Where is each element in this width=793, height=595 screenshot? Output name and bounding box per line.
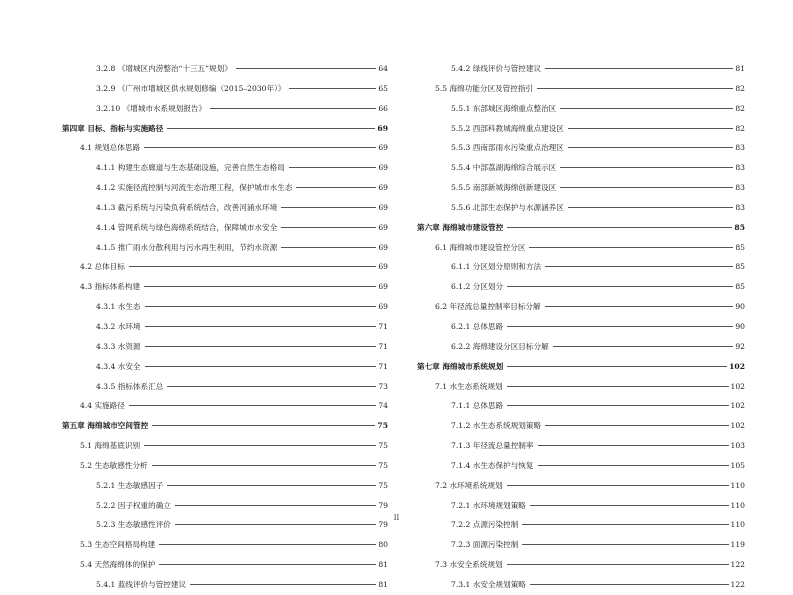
toc-leader-line [144,147,376,148]
toc-entry[interactable] [417,218,745,238]
toc-entry-title: 第七章 海绵城市系统规划 [417,361,504,371]
toc-entry-page: 79 [378,520,388,530]
toc-entry[interactable] [62,555,388,575]
toc-leader-line [560,108,733,109]
toc-leader-line [167,485,376,486]
toc-leader-line [507,564,729,565]
toc-entry-title: 4.1 规划总体思路 [80,143,141,153]
toc-entry-page: 81 [378,579,388,589]
toc-leader-line [129,266,376,267]
toc-leader-line [507,227,732,228]
toc-entry[interactable] [62,476,388,496]
toc-entry-title: 4.3.4 水安全 [96,361,141,371]
toc-entry-page: 81 [378,560,388,570]
toc-leader-line [530,505,729,506]
toc-entry[interactable] [417,198,745,218]
toc-leader-line [281,247,376,248]
toc-entry-title: 5.2.2 因子权重的确立 [96,500,171,510]
toc-entry-title: 7.2.3 面源污染控制 [451,540,519,550]
toc-entry[interactable] [417,456,745,476]
toc-entry-page: 69 [378,222,388,232]
toc-entry-page: 110 [730,480,745,490]
toc-entry[interactable] [417,575,745,595]
toc-leader-line [507,485,729,486]
toc-leader-line [145,366,377,367]
toc-entry-title: 4.2 总体目标 [80,262,125,272]
toc-entry[interactable] [62,416,388,436]
toc-entry-title: 6.1.1 分区划分原则和方法 [451,262,542,272]
toc-entry[interactable] [62,297,388,317]
toc-leader-line [289,88,376,89]
toc-entry[interactable] [62,79,388,99]
toc-entry-title: 4.1.3 截污系统与污染负荷系统结合，改善河涌水环境 [96,202,278,212]
toc-leader-line [129,405,376,406]
toc-entry-page: 119 [730,540,745,550]
toc-entry-page: 69 [378,282,388,292]
toc-entry[interactable] [417,297,745,317]
toc-leader-line [281,207,376,208]
toc-entry-title: 5.2 生态敏感性分析 [80,460,148,470]
toc-entry-title: 4.1.2 实施径流控制与河流生态治理工程，保护城市水生态 [96,183,293,193]
toc-entry[interactable] [62,575,388,595]
toc-entry[interactable] [62,119,388,139]
toc-entry[interactable] [62,277,388,297]
toc-entry-title: 4.4 实施路径 [80,401,125,411]
toc-entry-page: 85 [735,242,745,252]
toc-entry-page: 105 [730,460,745,470]
toc-entry[interactable] [417,99,745,119]
toc-entry[interactable] [62,59,388,79]
toc-entry[interactable] [417,337,745,357]
toc-entry[interactable] [417,476,745,496]
toc-entry-page: 110 [730,500,745,510]
toc-entry[interactable] [417,377,745,397]
toc-entry-title: 第四章 目标、指标与实施路径 [62,123,164,133]
toc-entry-page: 122 [730,579,745,589]
toc-entry-title: 5.5.2 西部科教城海绵重点建设区 [451,123,564,133]
toc-entry-title: 5.5 海绵功能分区及管控指引 [435,83,534,93]
toc-leader-line [175,505,376,506]
toc-entry[interactable] [417,257,745,277]
toc-entry-page: 75 [378,480,388,490]
toc-entry-page: 122 [730,560,745,570]
toc-leader-line [530,584,729,585]
toc-entry-title: 7.1.3 年径流总量控制率 [451,441,534,451]
toc-entry-title: 7.3.1 水安全规划策略 [451,579,526,589]
toc-leader-line [507,405,728,406]
toc-entry[interactable] [62,99,388,119]
toc-entry-title: 7.3 水安全系统规划 [435,560,503,570]
toc-leader-line [529,247,733,248]
toc-entry-title: 4.1.5 推广雨水分散利用与污水再生利用，节约水资源 [96,242,278,252]
toc-leader-line [538,445,729,446]
toc-entry-title: 5.5.1 东部城区海绵重点整治区 [451,103,557,113]
toc-entry[interactable] [62,238,388,258]
toc-entry-title: 4.3.5 指标体系汇总 [96,381,164,391]
toc-entry-page: 83 [735,143,745,153]
toc-leader-line [553,346,734,347]
toc-entry[interactable] [417,317,745,337]
toc-entry[interactable] [62,198,388,218]
toc-entry-title: 5.5.3 西南部雨水污染重点治理区 [451,143,564,153]
toc-entry-title: 7.1.4 水生态保护与恢复 [451,460,534,470]
toc-leader-line [522,524,728,525]
toc-entry-title: 5.5.4 中部荔湖海绵综合展示区 [451,163,557,173]
toc-entry-title: 3.2.8 《增城区内涝整治“十三五”规划》 [96,64,232,73]
toc-entry-title: 6.2 年径流总量控制率目标分解 [435,302,541,312]
toc-leader-line [560,187,733,188]
toc-entry-page: 82 [735,123,745,133]
toc-entry[interactable] [62,436,388,456]
toc-entry-page: 83 [735,163,745,173]
toc-leader-line [568,207,733,208]
toc-entry[interactable] [417,496,745,516]
toc-entry-title: 5.3 生态空间格局构建 [80,540,156,550]
toc-leader-line [545,266,733,267]
toc-entry[interactable] [417,357,745,377]
toc-entry[interactable] [417,555,745,575]
toc-entry-page: 90 [735,302,745,312]
toc-leader-line [210,108,376,109]
toc-entry-page: 71 [378,321,388,331]
toc-entry-title: 5.5.5 南部新城海绵创新建设区 [451,183,557,193]
toc-leader-line [560,167,733,168]
toc-leader-line [159,544,376,545]
toc-entry-page: 82 [735,103,745,113]
toc-entry-title: 7.1.2 水生态系统规划策略 [451,421,542,431]
toc-entry-page: 83 [735,202,745,212]
toc-leader-line [145,306,377,307]
toc-entry[interactable] [62,158,388,178]
toc-entry-title: 4.1.4 管网系统与绿色海绵系统结合，保障城市水安全 [96,222,278,232]
toc-entry-page: 69 [378,143,388,153]
toc-entry-page: 74 [378,401,388,411]
toc-entry-page: 71 [378,341,388,351]
toc-entry[interactable] [417,158,745,178]
toc-leader-line [507,326,733,327]
toc-entry-page: 69 [378,302,388,312]
toc-entry-page: 102 [730,381,745,391]
toc-entry-page: 69 [377,123,388,133]
toc-entry-title: 4.1.1 构建生态廊道与生态基础设施，完善自然生态格局 [96,163,285,173]
toc-leader-line [545,68,733,69]
toc-leader-line [167,128,375,129]
toc-entry-title: 7.2 水环境系统规划 [435,480,503,490]
toc-entry[interactable] [62,257,388,277]
toc-leader-line [152,425,375,426]
toc-entry-title: 7.1.1 总体思路 [451,401,504,411]
toc-entry-title: 第六章 海绵城市建设管控 [417,222,504,232]
toc-entry-page: 85 [735,262,745,272]
toc-entry-page: 92 [735,341,745,351]
toc-entry-title: 5.5.6 北部生态保护与水源涵养区 [451,202,564,212]
toc-leader-line [145,326,377,327]
toc-entry-title: 6.1.2 分区划分 [451,282,504,292]
toc-leader-line [281,227,376,228]
toc-leader-line [545,306,734,307]
toc-entry-page: 80 [378,540,388,550]
toc-leader-line [144,286,376,287]
toc-entry-page: 69 [378,183,388,193]
toc-entry-page: 85 [734,222,745,232]
toc-entry-page: 69 [378,202,388,212]
toc-entry[interactable] [62,377,388,397]
page-number: II [393,514,400,522]
toc-entry-page: 65 [378,83,388,93]
toc-leader-line [167,386,376,387]
toc-entry-page: 85 [735,282,745,292]
toc-entry[interactable] [62,178,388,198]
toc-entry[interactable] [417,178,745,198]
toc-leader-line [289,167,377,168]
toc-entry[interactable] [62,357,388,377]
toc-entry[interactable] [417,436,745,456]
toc-entry-title: 6.1 海绵城市建设管控分区 [435,242,526,252]
toc-leader-line [538,465,729,466]
toc-leader-line [507,366,727,367]
toc-leader-line [537,88,733,89]
toc-entry[interactable] [62,218,388,238]
toc-entry-page: 90 [735,321,745,331]
toc-leader-line [545,425,728,426]
toc-entry-page: 83 [735,183,745,193]
toc-leader-line [152,465,377,466]
toc-entry-page: 66 [378,103,388,113]
toc-leader-line [296,187,376,188]
toc-entry[interactable] [417,138,745,158]
toc-entry-page: 102 [730,401,745,411]
toc-entry-title: 7.2.2 点源污染控制 [451,520,519,530]
toc-leader-line [159,564,376,565]
toc-entry-title: 第五章 海绵城市空间管控 [62,421,149,431]
toc-entry[interactable] [62,496,388,516]
toc-leader-line [568,128,733,129]
toc-entry-page: 102 [730,421,745,431]
toc-entry[interactable] [62,337,388,357]
toc-entry[interactable] [62,396,388,416]
toc-entry-title: 5.2.3 生态敏感性评价 [96,520,171,530]
toc-leader-line [190,584,376,585]
toc-entry-page: 110 [730,520,745,530]
toc-entry[interactable] [417,396,745,416]
toc-leader-line [236,68,377,69]
toc-entry-page: 69 [378,242,388,252]
toc-leader-line [175,524,376,525]
toc-entry[interactable] [417,59,745,79]
toc-leader-line [145,346,377,347]
toc-leader-line [507,286,733,287]
toc-entry-title: 5.1 海绵基底识别 [80,441,141,451]
toc-entry[interactable] [417,277,745,297]
toc-entry-page: 82 [735,83,745,93]
toc-entry[interactable] [417,238,745,258]
toc-entry-page: 79 [378,500,388,510]
toc-entry-title: 3.2.9 《广州市增城区供水规划修编（2015–2030年）》 [96,83,286,93]
toc-entry-title: 7.1 水生态系统规划 [435,381,503,391]
toc-entry[interactable] [417,79,745,99]
toc-entry-page: 73 [378,381,388,391]
toc-entry-title: 6.2.1 总体思路 [451,321,504,331]
toc-entry-title: 4.3.1 水生态 [96,302,141,312]
toc-entry-page: 75 [378,441,388,451]
toc-entry[interactable] [417,119,745,139]
toc-leader-line [507,386,729,387]
toc-entry-title: 5.2.1 生态敏感因子 [96,480,164,490]
toc-entry-title: 4.3 指标体系构建 [80,282,141,292]
toc-entry-page: 75 [377,421,388,431]
toc-entry[interactable] [62,317,388,337]
toc-entry-title: 5.4.1 蓝线评价与管控建议 [96,579,187,589]
toc-entry[interactable] [417,416,745,436]
toc-entry[interactable] [62,535,388,555]
toc-entry-title: 3.2.10 《增城市水系规划报告》 [96,103,207,113]
toc-leader-line [522,544,728,545]
toc-leader-line [144,445,376,446]
toc-entry-page: 69 [378,262,388,272]
toc-entry-title: 5.4.2 绿线评价与管控建议 [451,64,542,73]
toc-entry-title: 4.3.2 水环境 [96,321,141,331]
toc-entry-title: 4.3.3 水资源 [96,341,141,351]
toc-entry[interactable] [62,456,388,476]
toc-leader-line [568,147,733,148]
toc-entry-page: 103 [730,441,745,451]
toc-entry-title: 5.4 天然海绵体的保护 [80,560,156,570]
toc-entry[interactable] [417,535,745,555]
toc-entry[interactable] [62,138,388,158]
toc-entry-title: 7.2.1 水环境规划策略 [451,500,526,510]
toc-entry-page: 75 [378,460,388,470]
toc-entry-page: 81 [735,64,745,73]
toc-entry-page: 102 [729,361,745,371]
toc-entry-title: 6.2.2 海绵建设分区目标分解 [451,341,549,351]
toc-entry-page: 64 [378,64,388,73]
toc-entry-page: 69 [378,163,388,173]
toc-entry-page: 71 [378,361,388,371]
